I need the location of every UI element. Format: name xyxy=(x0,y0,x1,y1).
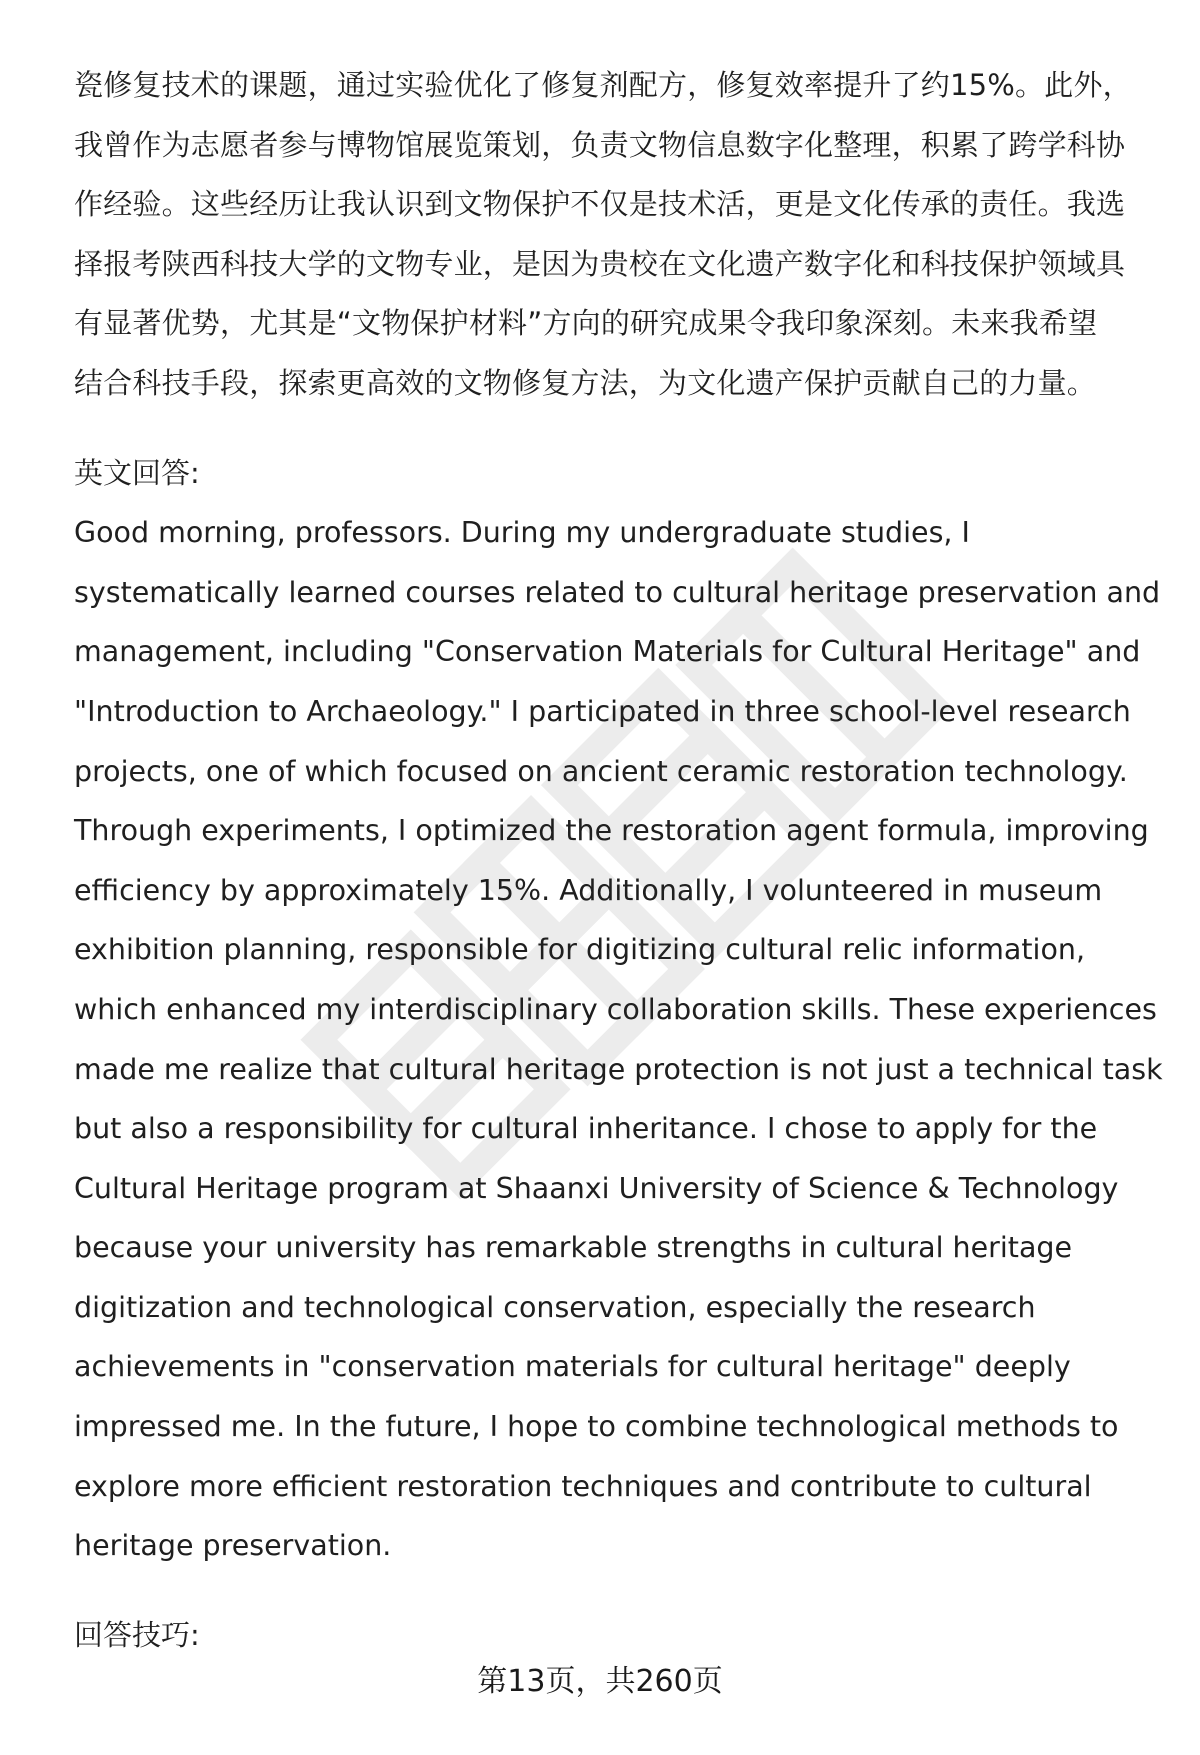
text-line: 有显著优势，尤其是“文物保护材料”方向的研究成果令我印象深刻。未来我希望 xyxy=(74,306,1098,341)
text-line: management, including "Conservation Materials for Cultural Heritage" and xyxy=(74,635,1141,669)
text-line: explore more efficient restoration techniques and contribute to cultural xyxy=(74,1469,1092,1503)
text-line: but also a responsibility for cultural inheritance. I chose to apply for the xyxy=(74,1112,1098,1146)
text-line: made me realize that cultural heritage protection is not just a technical task xyxy=(74,1052,1163,1086)
english-answer-paragraph xyxy=(74,503,1163,1576)
text-line: 结合科技手段，探索更高效的文物修复方法，为文化遗产保护贡献自己的力量。 xyxy=(74,365,1097,400)
text-line: Through experiments, I optimized the restoration agent formula, improving xyxy=(74,814,1149,848)
text-line: which enhanced my interdisciplinary collaboration skills. These experiences xyxy=(74,992,1157,1026)
text-line: achievements in "conservation materials for cultural heritage" deeply xyxy=(74,1350,1071,1384)
english-answer-heading: 英文回答: xyxy=(74,455,200,490)
page-content xyxy=(74,56,1163,1665)
text-line: Good morning, professors. During my undergraduate studies, I xyxy=(74,516,970,550)
page-number-footer: 第13页，共260页 xyxy=(477,1664,723,1699)
text-line: digitization and technological conservation, especially the research xyxy=(74,1290,1036,1324)
text-line: "Introduction to Archaeology." I participated in three school-level research xyxy=(74,694,1131,728)
text-line: impressed me. In the future, I hope to combine technological methods to xyxy=(74,1410,1119,1444)
text-line: 择报考陕西科技大学的文物专业，是因为贵校在文化遗产数字化和科技保护领域具 xyxy=(74,246,1126,281)
text-line: Cultural Heritage program at Shaanxi University of Science & Technology xyxy=(74,1171,1119,1205)
text-line: exhibition planning, responsible for digitizing cultural relic information, xyxy=(74,933,1085,967)
text-line: heritage preservation. xyxy=(74,1529,392,1563)
answer-tips-heading: 回答技巧: xyxy=(74,1617,200,1652)
text-line: 瓷修复技术的课题，通过实验优化了修复剂配方，修复效率提升了约15%。此外， xyxy=(74,68,1132,102)
text-line: efficiency by approximately 15%. Additionally, I volunteered in museum xyxy=(74,873,1103,907)
text-line: because your university has remarkable strengths in cultural heritage xyxy=(74,1231,1073,1265)
text-line: 作经验。这些经历让我认识到文物保护不仅是技术活，更是文化传承的责任。我选 xyxy=(74,187,1126,222)
text-line: systematically learned courses related to cultural heritage preservation and xyxy=(74,575,1161,609)
chinese-answer-paragraph xyxy=(74,56,1154,414)
text-line: 我曾作为志愿者参与博物馆展览策划，负责文物信息数字化整理，积累了跨学科协 xyxy=(74,127,1126,162)
text-line: projects, one of which focused on ancient ceramic restoration technology. xyxy=(74,754,1128,788)
